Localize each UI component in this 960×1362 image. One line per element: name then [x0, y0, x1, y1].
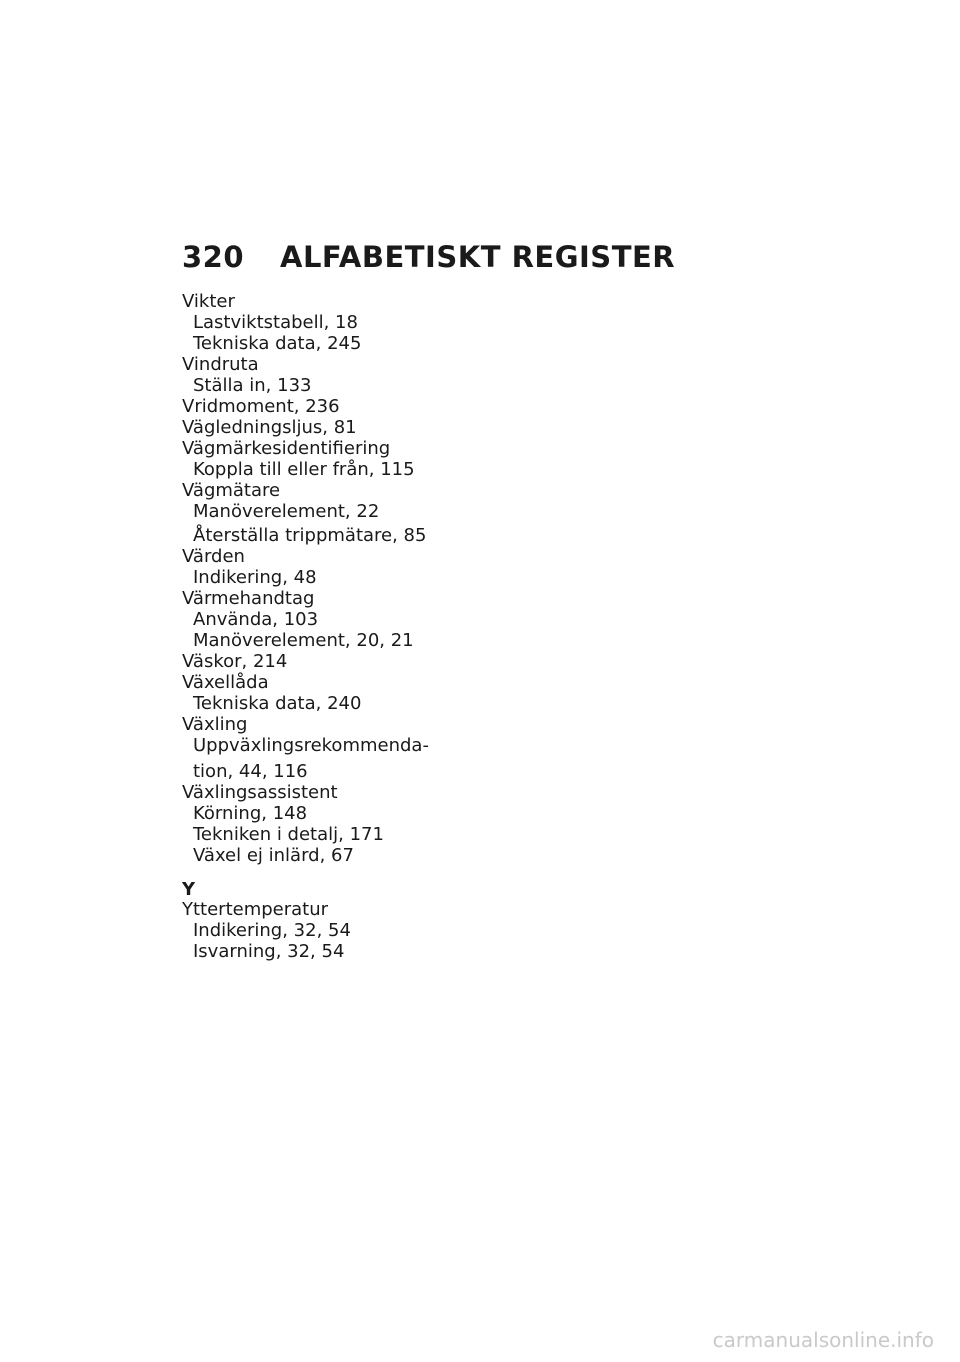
- index-entry-varmehandtag: [182, 589, 602, 651]
- index-entry-vaxellada: [182, 673, 602, 714]
- index-list: [182, 292, 602, 962]
- index-entry-vagmatare: [182, 481, 602, 546]
- index-subentry: Indikering, 48: [193, 567, 317, 588]
- section-letter: Y: [182, 879, 196, 900]
- index-term: Vägmärkesidentifiering: [182, 438, 391, 459]
- index-subentry: Tekniska data, 245: [193, 333, 362, 354]
- index-entry-vaxling: [182, 715, 602, 782]
- index-subentry: Använda, 103: [193, 609, 319, 630]
- index-subentry: Tekniska data, 240: [193, 693, 362, 714]
- index-entry-vikter: [182, 292, 602, 354]
- index-term: Värmehandtag: [182, 588, 315, 609]
- index-term: Vikter: [182, 291, 235, 312]
- index-term: Vindruta: [182, 354, 259, 375]
- index-subentry: Lastviktstabell, 18: [193, 312, 358, 333]
- index-subentry: Manöverelement, 20, 21: [193, 630, 414, 651]
- index-term: Vägmätare: [182, 480, 281, 501]
- index-subentry: Koppla till eller från, 115: [193, 459, 415, 480]
- index-subentry: Uppväxlingsrekommenda-: [193, 735, 429, 756]
- index-term: Vridmoment, 236: [182, 396, 340, 417]
- index-entry-vindruta: [182, 355, 602, 396]
- index-term: Växling: [182, 714, 248, 735]
- index-term: Växlingsassistent: [182, 782, 338, 803]
- index-subentry: Indikering, 32, 54: [193, 920, 351, 941]
- index-subentry: Körning, 148: [193, 803, 308, 824]
- index-subentry: Tekniken i detalj, 171: [193, 824, 384, 845]
- index-subentry: tion, 44, 116: [193, 761, 308, 782]
- index-term: Värden: [182, 546, 245, 567]
- index-term: Växellåda: [182, 672, 269, 693]
- watermark: carmanualsonline.info: [712, 1328, 934, 1352]
- index-term: Yttertemperatur: [182, 899, 329, 920]
- page-header: [182, 240, 675, 274]
- index-term: Vägledningsljus, 81: [182, 417, 357, 438]
- index-term: Väskor, 214: [182, 651, 288, 672]
- page-number: 320: [182, 240, 245, 274]
- index-subentry: Ställa in, 133: [193, 375, 312, 396]
- index-subentry: Isvarning, 32, 54: [193, 941, 345, 962]
- index-entry-vaxlingsassistent: [182, 783, 602, 866]
- index-subentry: Återställa trippmätare, 85: [193, 525, 427, 546]
- index-subentry: Manöverelement, 22: [193, 501, 380, 522]
- index-entry-vridmoment: [182, 397, 602, 417]
- index-entry-vagmarkesidentifiering: [182, 439, 602, 480]
- index-entry-vaskor: [182, 652, 602, 672]
- index-entry-varden: [182, 547, 602, 588]
- index-entry-yttertemperatur: [182, 900, 602, 962]
- index-entry-vagledningsljus: [182, 418, 602, 438]
- page-title: ALFABETISKT REGISTER: [280, 240, 676, 274]
- index-subentry: Växel ej inlärd, 67: [193, 845, 354, 866]
